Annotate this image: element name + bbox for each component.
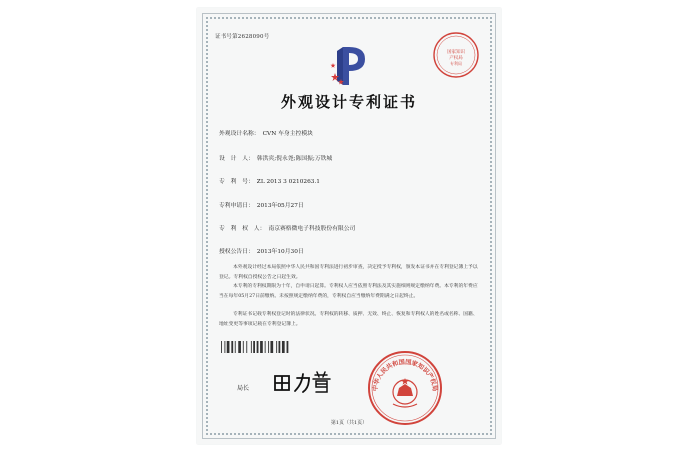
svg-text:产权局: 产权局	[449, 56, 463, 61]
barcode-bar	[238, 341, 241, 353]
designers-row	[219, 153, 332, 162]
barcode-bar	[231, 341, 233, 353]
patentee-label: 专 利 权 人：	[219, 226, 266, 232]
design-name-row	[219, 128, 313, 137]
patent-number-row	[219, 176, 320, 185]
designers-label: 设 计 人：	[219, 156, 254, 162]
big-seal-text: 中华人民共和国国家知识产权局	[371, 358, 439, 392]
barcode-bar	[268, 341, 269, 353]
barcode-bar	[235, 341, 236, 353]
barcode-bar	[287, 341, 289, 353]
barcode-bar	[243, 341, 244, 353]
svg-text:国家知识: 国家知识	[447, 50, 465, 55]
national-ip-office-seal	[365, 348, 445, 428]
patent-number-label: 专 利 号：	[219, 179, 254, 185]
term-paragraph: 本专利的专利权期限为十年，自申请日起算。专利权人应当依照专利法及其实施细则规定缴纳年费。本专利的年费应当在每年05月27日前缴纳。未按照规定缴纳年费的，专利权自应当缴纳年费期满之日起终止。	[219, 284, 478, 299]
grant-date-label: 授权公告日：	[219, 249, 254, 255]
grant-paragraph: 本外观设计经过本局依照中华人民共和国专利法进行初步审查，决定授予专利权，颁发本证书并在专利登记簿上予以登记。专利权自授权公告之日起生效。	[219, 265, 478, 280]
grant-date-row	[219, 246, 304, 255]
barcode-bar	[265, 341, 266, 353]
barcode-bar	[260, 341, 263, 353]
barcode-bar	[257, 341, 259, 353]
barcode-bar	[253, 341, 255, 353]
barcode-bar	[224, 341, 225, 353]
design-name-label: 外观设计名称：	[219, 131, 260, 137]
patent-certificate	[197, 8, 501, 444]
patent-number-value: ZL 2013 3 0210263.1	[256, 179, 320, 185]
barcode-bar	[251, 341, 252, 353]
svg-text:专利局: 专利局	[450, 61, 462, 66]
barcode-bar	[221, 341, 222, 353]
filing-date-value: 2013年05月27日	[256, 203, 304, 209]
designers-value: 韩洪宾;倪永尧;陈国振;万铁城	[256, 156, 333, 162]
filing-date-row	[219, 200, 304, 209]
barcode-bar	[270, 341, 273, 353]
certificate-title: 外观设计专利证书	[280, 93, 417, 111]
barcode-bar	[276, 341, 277, 353]
design-name-value: CVN 车身主控模块	[262, 131, 313, 137]
barcode-bar	[279, 341, 281, 353]
director-signature	[253, 368, 343, 396]
certificate-number: 证书号第2628090号	[215, 34, 270, 40]
barcode-bar	[282, 341, 285, 353]
barcode	[221, 341, 311, 353]
patentee-row	[219, 223, 355, 232]
barcode-bar	[246, 341, 247, 353]
page-footer: 第1页（共1页）	[330, 420, 368, 426]
filing-date-label: 专利申请日：	[219, 203, 254, 209]
patent-office-logo	[329, 43, 371, 89]
director-label: 局长	[237, 385, 250, 392]
grant-date-value: 2013年10月30日	[256, 249, 304, 255]
legal-status-paragraph: 专利证书记载专利权登记时的法律状况。专利权的转移、质押、无效、终止、恢复和专利权人的姓名或名称、国籍、地址变更等事项记载在专利登记簿上。	[219, 312, 478, 327]
small-red-seal	[431, 30, 481, 80]
patentee-value: 南京赛格微电子科技股份有限公司	[268, 226, 356, 232]
barcode-bar	[227, 341, 230, 353]
